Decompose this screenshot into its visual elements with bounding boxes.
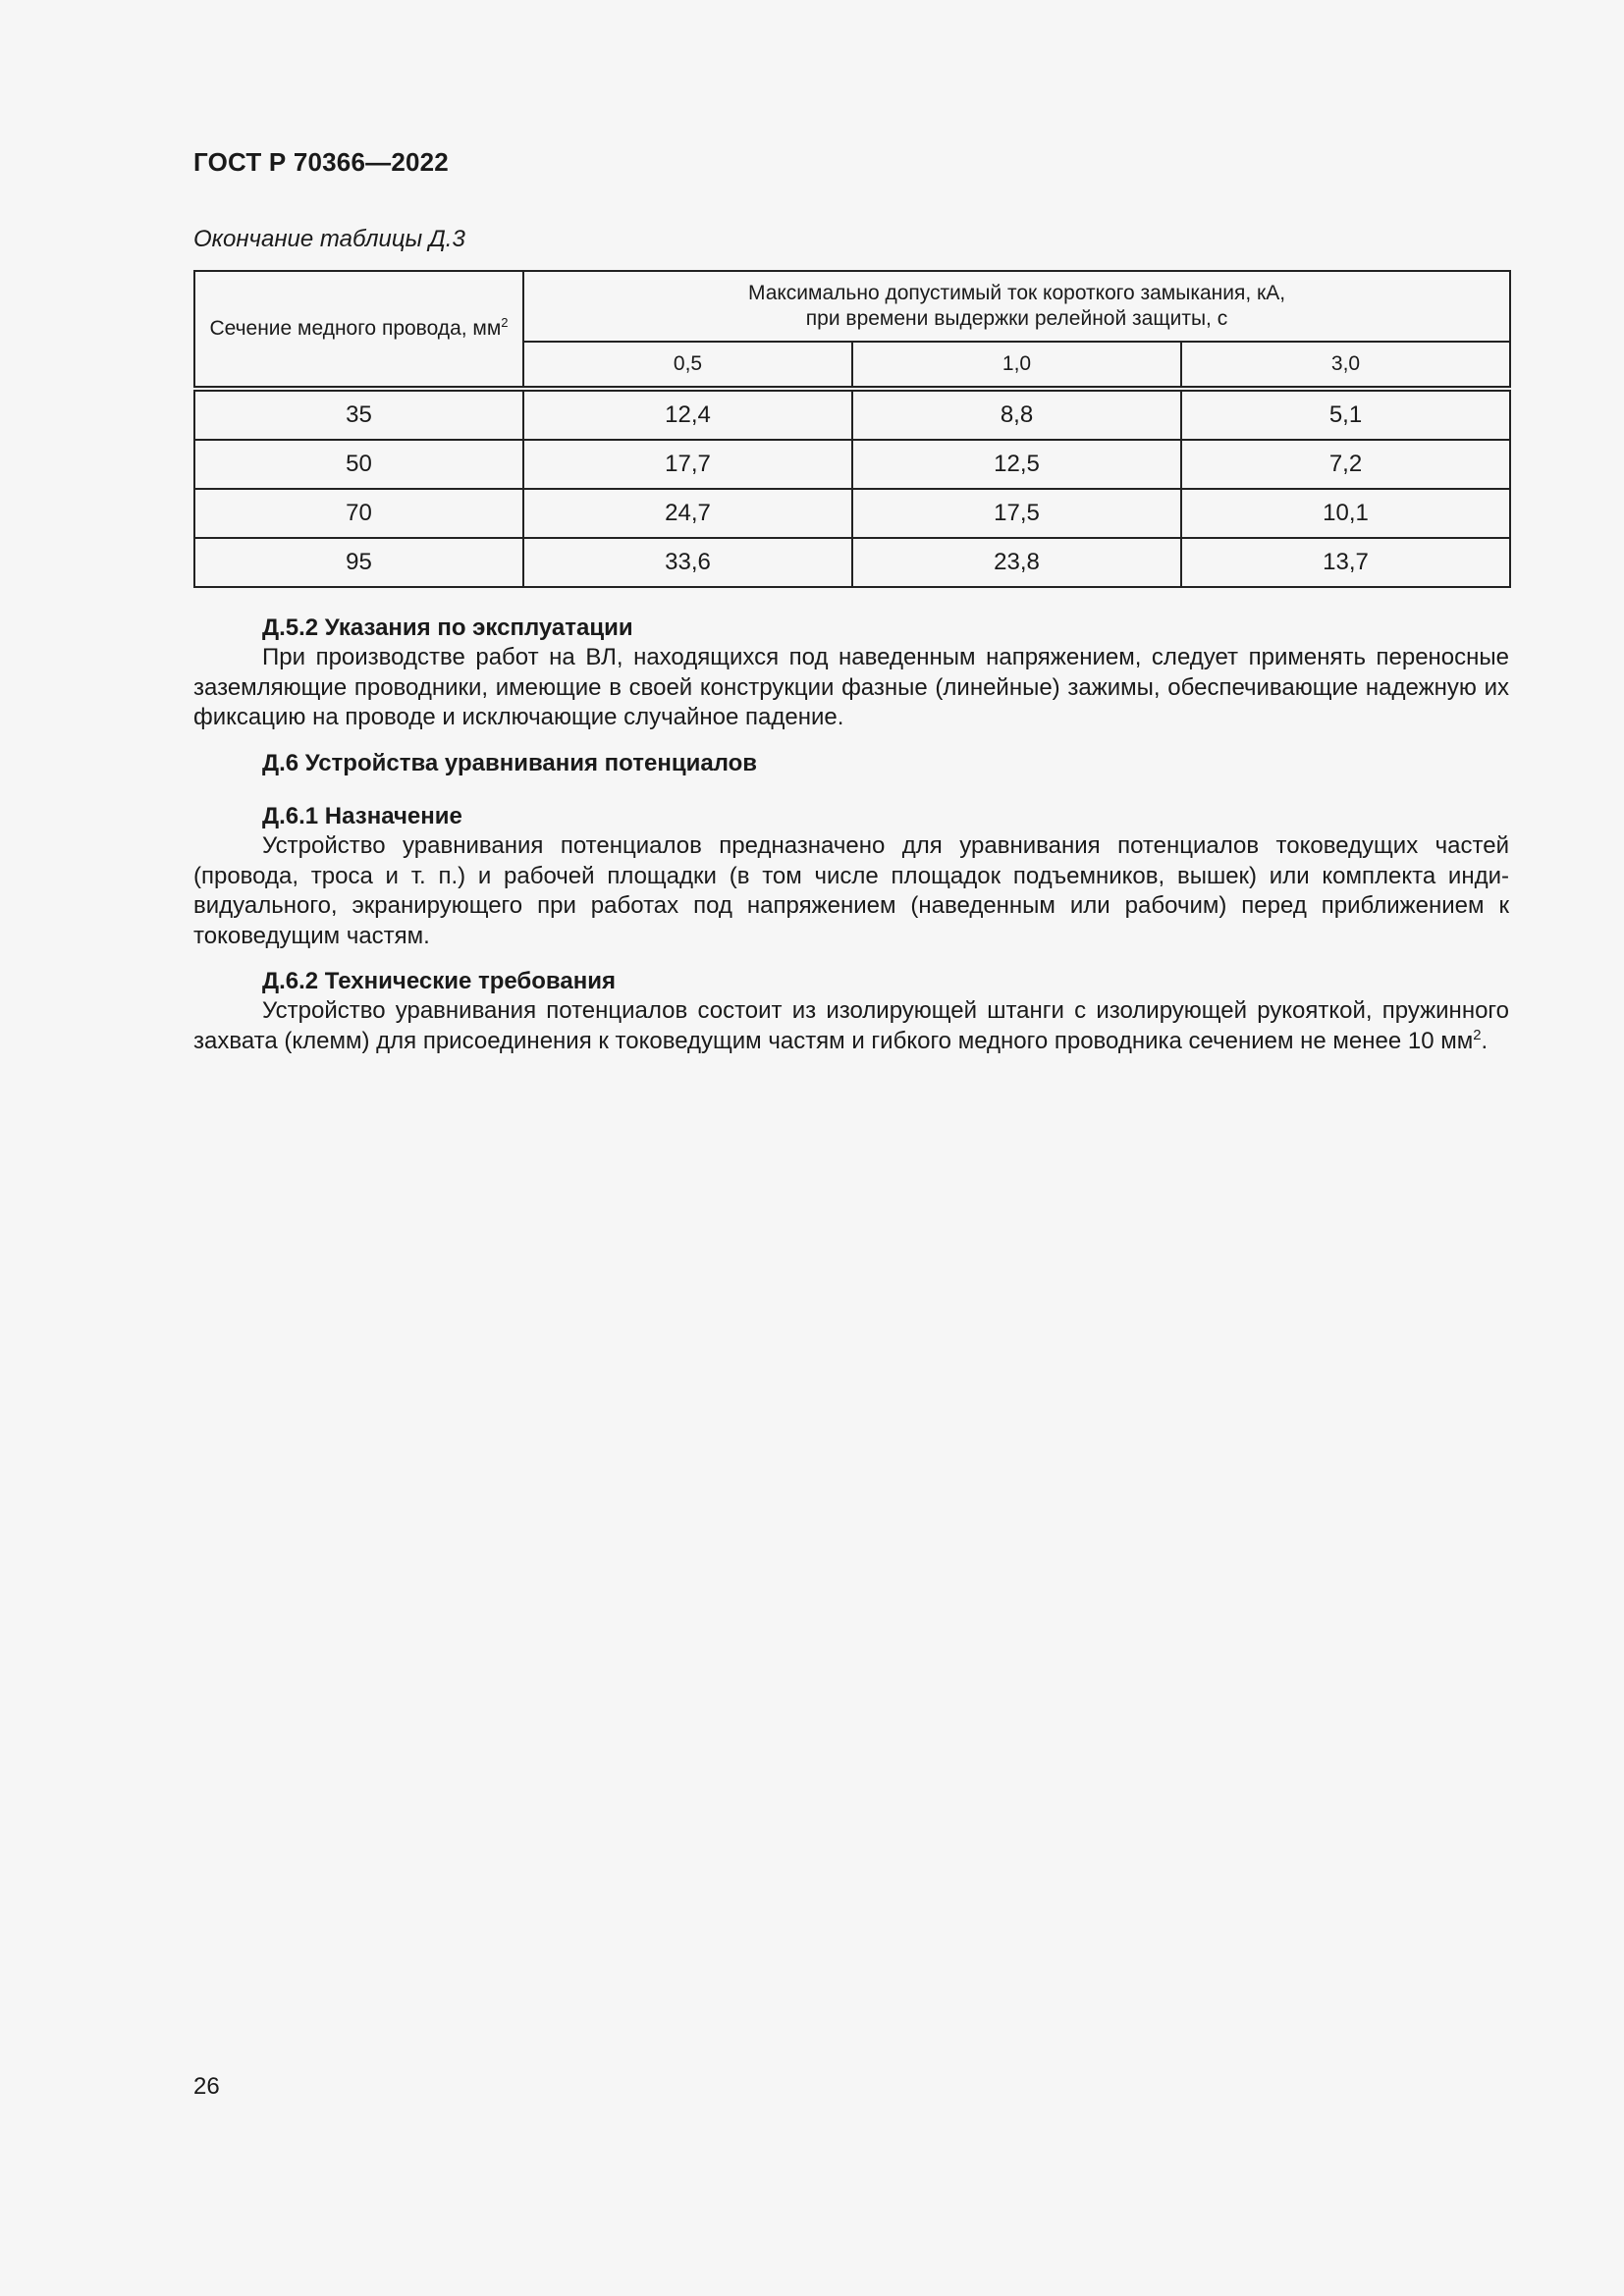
- column-header-cross-section-text: Сечение медного провода, мм: [209, 317, 502, 340]
- paragraph-d52: При производстве работ на ВЛ, находящихся под наведенным напряжением, следует применять переносные заземляющие проводники, имеющие в своей конструкции фазные (линейные) зажимы, обеспечивающие надежную их фиксацию на проводе и исключающие случайное падение.: [193, 644, 1509, 730]
- column-header-time-1-0: 1,0: [852, 342, 1181, 389]
- column-header-time-3-0: 3,0: [1181, 342, 1510, 389]
- table-cell-value: 13,7: [1181, 538, 1510, 587]
- table-cell-value: 17,7: [523, 440, 852, 489]
- table-cell-value: 10,1: [1181, 489, 1510, 538]
- table-cell-value: 5,1: [1181, 389, 1510, 440]
- max-current-header-line1: Максимально допустимый ток короткого замыкания, кА,: [747, 282, 1286, 304]
- max-current-header-line2: при времени выдержки релейной защиты, с: [805, 307, 1228, 330]
- column-header-max-current: [523, 271, 1510, 342]
- table-row: [194, 440, 1510, 489]
- superscript: 2: [1473, 1027, 1482, 1043]
- document-header: ГОСТ Р 70366—2022: [193, 147, 449, 177]
- table-cell-value: 12,5: [852, 440, 1181, 489]
- section-body-d62: [193, 996, 1509, 1056]
- column-header-time-0-5: 0,5: [523, 342, 852, 389]
- section-title-d62: Д.6.2 Технические требования: [262, 968, 616, 994]
- table-row: [194, 489, 1510, 538]
- table-row: [194, 389, 1510, 440]
- table-cell-section: 35: [194, 389, 523, 440]
- table-cell-section: 70: [194, 489, 523, 538]
- table-cell-value: 24,7: [523, 489, 852, 538]
- table-cell-value: 12,4: [523, 389, 852, 440]
- page-number: 26: [193, 2073, 220, 2100]
- section-body-d52: [193, 643, 1509, 733]
- section-title-d6: Д.6 Устройства уравнивания потенциалов: [262, 750, 758, 776]
- column-header-cross-section: [194, 271, 523, 389]
- table-cell-value: 17,5: [852, 489, 1181, 538]
- paragraph-d62: [193, 996, 1509, 1056]
- table-caption: Окончание таблицы Д.3: [193, 226, 465, 252]
- table-cell-value: 7,2: [1181, 440, 1510, 489]
- table-cell-value: 23,8: [852, 538, 1181, 587]
- short-circuit-current-table: [193, 270, 1511, 588]
- section-body-d61: [193, 831, 1509, 951]
- table-row: [194, 538, 1510, 587]
- table-cell-value: 8,8: [852, 389, 1181, 440]
- section-title-d61: Д.6.1 Назначение: [262, 803, 462, 829]
- superscript: 2: [501, 315, 509, 330]
- paragraph-d62-text: Устройство уравнивания потенциалов состоит из изолирующей штанги с изолирующей рукояткой, пружинного захвата (клемм) для присоединения к токоведущим частям и гибкого медного проводника сечением не менее 10 мм: [193, 997, 1509, 1054]
- paragraph-d62-end: .: [1481, 1027, 1489, 1054]
- section-title-d52: Д.5.2 Указания по эксплуатации: [262, 614, 633, 641]
- table-cell-value: 33,6: [523, 538, 852, 587]
- table-cell-section: 95: [194, 538, 523, 587]
- table-cell-section: 50: [194, 440, 523, 489]
- paragraph-d61: Устройство уравнивания потенциалов предназначено для уравнивания потенциалов токоведущих частей (провода, троса и т. п.) и рабочей площадки (в том числе площадок подъемников, вышек) или комплекта индивидуального, экранирующего при работах под напряжением (наведенным или рабочим) перед приближением к токоведущим частям.: [193, 832, 1509, 949]
